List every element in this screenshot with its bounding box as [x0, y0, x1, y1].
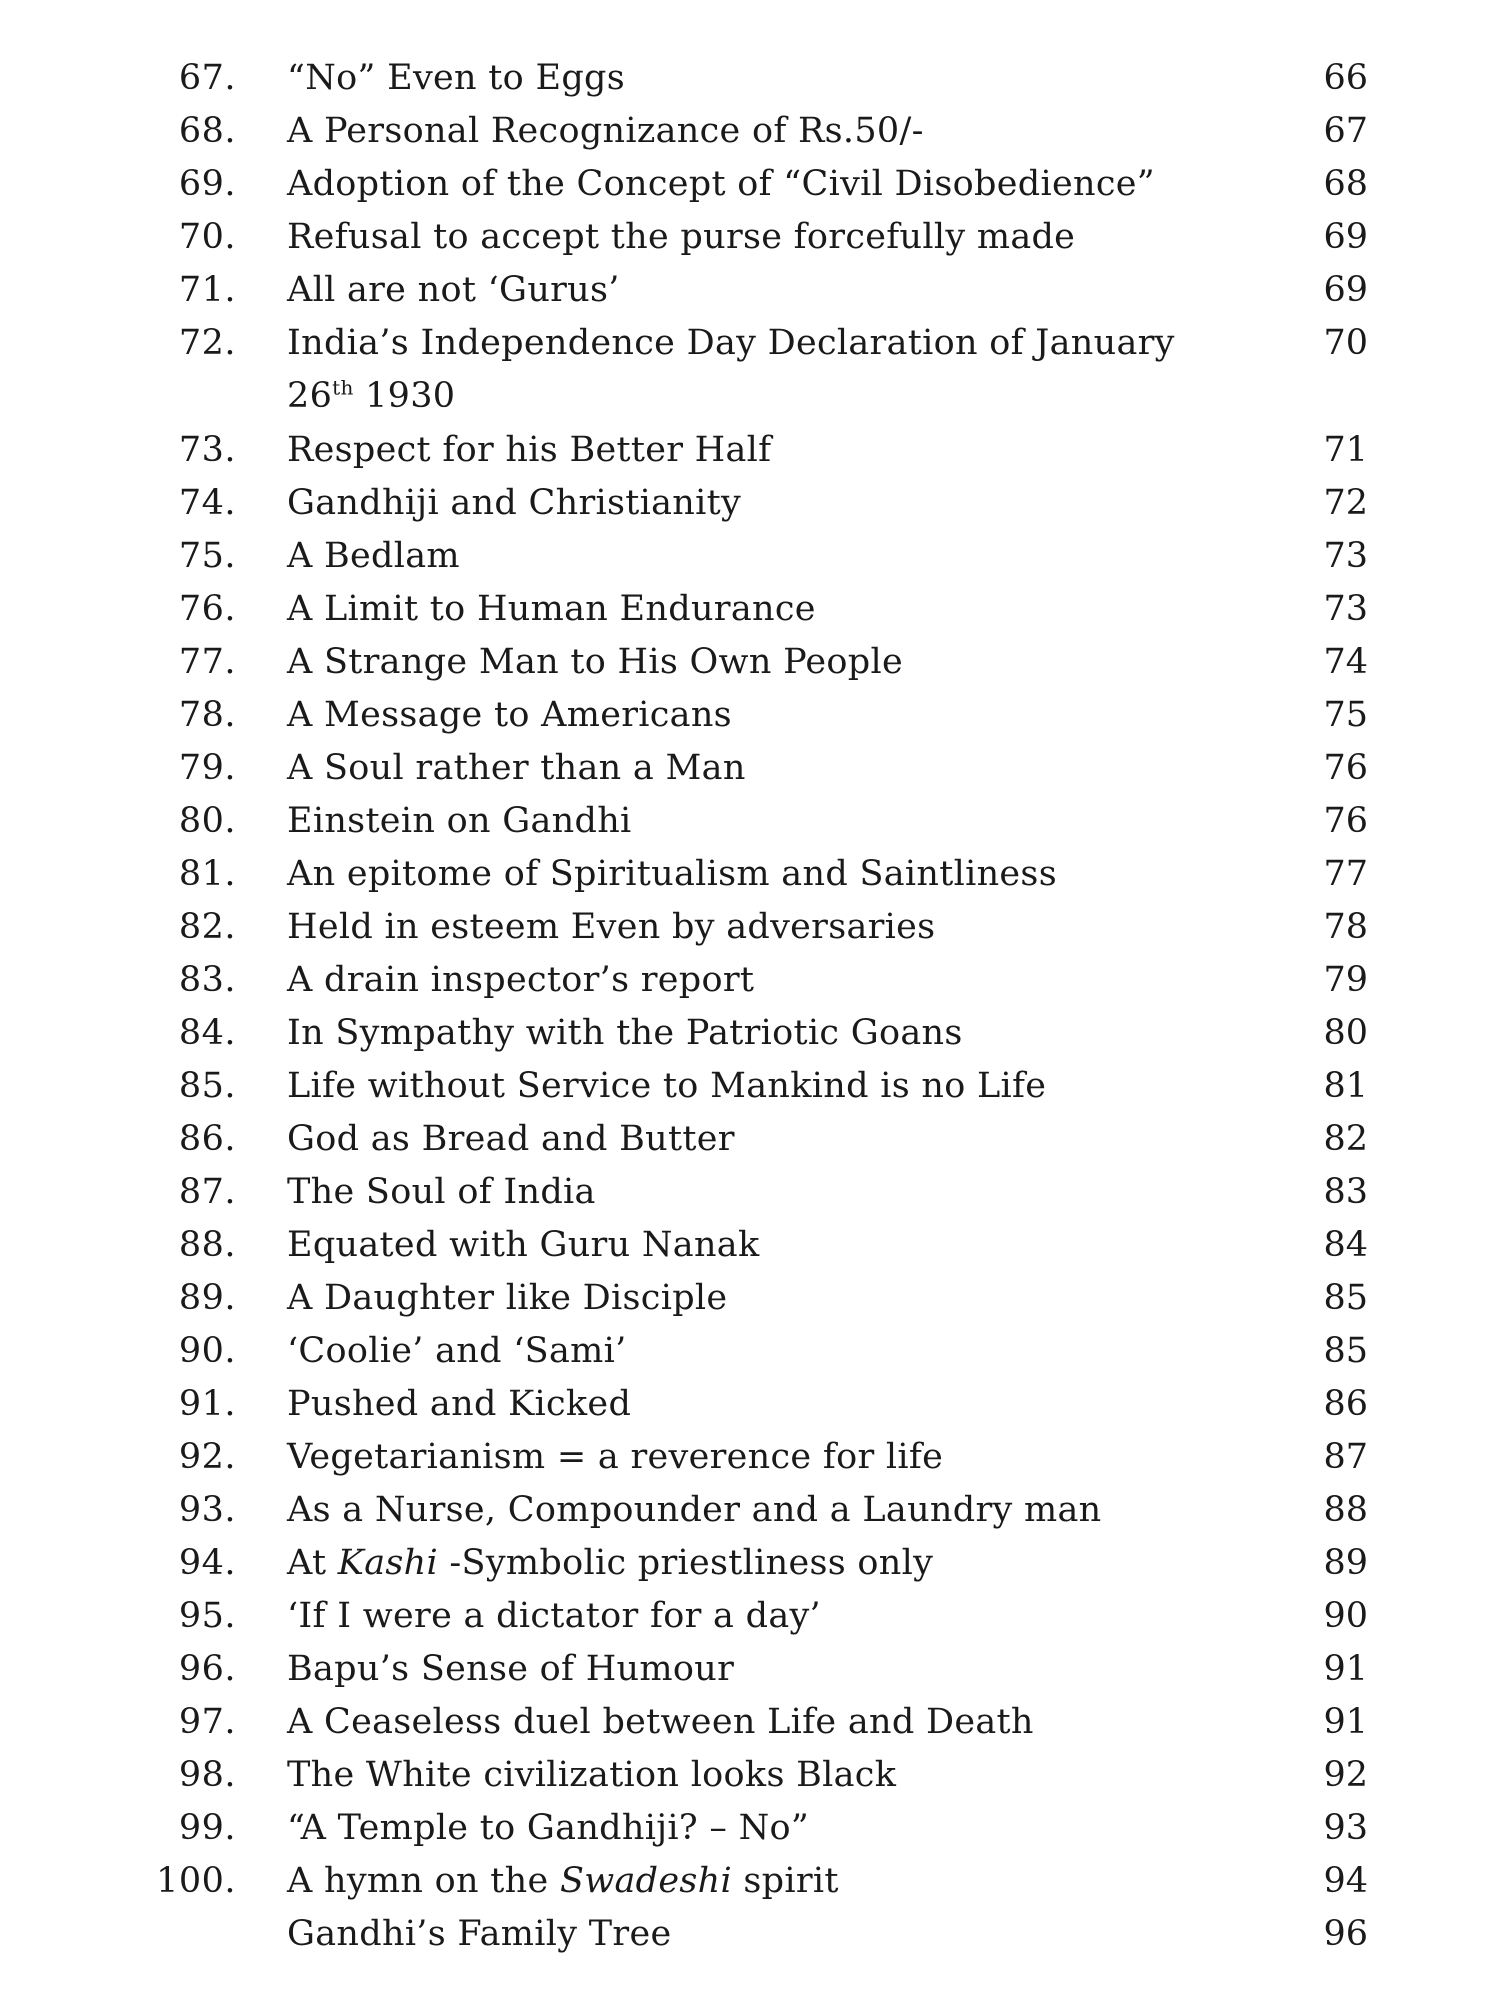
entry-title-italic: Swadeshi [559, 1861, 732, 1901]
toc-entry-82 [0, 901, 1500, 954]
entry-number: 84. [178, 1013, 236, 1053]
toc-entry-79 [0, 742, 1500, 795]
toc-entry-78 [0, 689, 1500, 742]
toc-entry-71 [0, 264, 1500, 317]
toc-entry-98 [0, 1749, 1500, 1802]
toc-entry-69 [0, 158, 1500, 211]
toc-entry-94 [0, 1537, 1500, 1590]
toc-entry-86 [0, 1113, 1500, 1166]
toc-entry-91 [0, 1378, 1500, 1431]
toc-entry-75 [0, 530, 1500, 583]
toc-entry-85 [0, 1060, 1500, 1113]
entry-title: An epitome of Spiritualism and Saintliness [287, 854, 1057, 894]
entry-title: A Daughter like Disciple [287, 1278, 728, 1318]
entry-page: 81 [1323, 1066, 1368, 1106]
toc-entry-81 [0, 848, 1500, 901]
entry-number: 68. [178, 111, 236, 151]
toc-entry-family-tree [0, 1908, 1500, 1961]
entry-number: 83. [178, 960, 236, 1000]
entry-title: Gandhiji and Christianity [287, 483, 742, 523]
entry-title: Adoption of the Concept of “Civil Disobedience” [287, 164, 1155, 204]
toc-entry-72 [0, 317, 1500, 423]
entry-page: 78 [1323, 907, 1368, 947]
entry-title: Life without Service to Mankind is no Life [287, 1066, 1047, 1106]
entry-page: 96 [1323, 1914, 1368, 1954]
entry-page: 66 [1323, 58, 1368, 98]
entry-title: God as Bread and Butter [287, 1119, 735, 1159]
entry-title-line2-year: 1930 [353, 376, 456, 416]
entry-number: 85. [178, 1066, 236, 1106]
entry-number: 96. [178, 1649, 236, 1689]
entry-number: 69. [178, 164, 236, 204]
entry-page: 73 [1323, 536, 1368, 576]
entry-page: 87 [1323, 1437, 1368, 1477]
entry-title [287, 1537, 1247, 1590]
entry-title: Gandhi’s Family Tree [287, 1914, 672, 1954]
entry-title: A Limit to Human Endurance [287, 589, 816, 629]
entry-number: 100. [156, 1861, 236, 1901]
entry-page: 77 [1323, 854, 1368, 894]
entry-title: ‘If I were a dictator for a day’ [287, 1596, 821, 1636]
entry-title-post: -Symbolic priestliness only [437, 1543, 934, 1583]
entry-page: 71 [1323, 430, 1368, 470]
entry-number: 79. [178, 748, 236, 788]
toc-entry-88 [0, 1219, 1500, 1272]
entry-title: As a Nurse, Compounder and a Laundry man [287, 1490, 1102, 1530]
entry-number: 93. [178, 1490, 236, 1530]
toc-entry-95 [0, 1590, 1500, 1643]
entry-title: A Message to Americans [287, 695, 732, 735]
entry-page: 80 [1323, 1013, 1368, 1053]
entry-title [287, 317, 1287, 423]
entry-page: 68 [1323, 164, 1368, 204]
entry-page: 83 [1323, 1172, 1368, 1212]
toc-entry-96 [0, 1643, 1500, 1696]
entry-title: Pushed and Kicked [287, 1384, 632, 1424]
toc-entry-73 [0, 424, 1500, 477]
entry-page: 67 [1323, 111, 1368, 151]
entry-number: 73. [178, 430, 236, 470]
toc-entry-90 [0, 1325, 1500, 1378]
toc-entry-93 [0, 1484, 1500, 1537]
entry-page: 91 [1323, 1649, 1368, 1689]
toc-entry-80 [0, 795, 1500, 848]
entry-number: 90. [178, 1331, 236, 1371]
entry-title-line2-day: 26 [287, 376, 333, 416]
entry-title: Held in esteem Even by adversaries [287, 907, 936, 947]
entry-page: 89 [1323, 1543, 1368, 1583]
entry-title: Equated with Guru Nanak [287, 1225, 760, 1265]
toc-entry-84 [0, 1007, 1500, 1060]
entry-title: A Soul rather than a Man [287, 748, 746, 788]
entry-title: A Bedlam [287, 536, 460, 576]
entry-number: 82. [178, 907, 236, 947]
toc-entry-74 [0, 477, 1500, 530]
entry-number: 74. [178, 483, 236, 523]
entry-number: 72. [178, 323, 236, 363]
entry-title: A Personal Recognizance of Rs.50/- [287, 111, 924, 151]
entry-page: 86 [1323, 1384, 1368, 1424]
entry-number: 86. [178, 1119, 236, 1159]
entry-page: 69 [1323, 270, 1368, 310]
entry-number: 95. [178, 1596, 236, 1636]
entry-number: 78. [178, 695, 236, 735]
entry-page: 91 [1323, 1702, 1368, 1742]
entry-number: 87. [178, 1172, 236, 1212]
entry-number: 81. [178, 854, 236, 894]
entry-page: 85 [1323, 1278, 1368, 1318]
entry-number: 98. [178, 1755, 236, 1795]
entry-page: 82 [1323, 1119, 1368, 1159]
entry-number: 97. [178, 1702, 236, 1742]
entry-title-line1: India’s Independence Day Declaration of January [287, 323, 1175, 363]
entry-page: 76 [1323, 748, 1368, 788]
entry-page: 88 [1323, 1490, 1368, 1530]
entry-page: 73 [1323, 589, 1368, 629]
entry-page: 72 [1323, 483, 1368, 523]
entry-number: 75. [178, 536, 236, 576]
entry-title: Einstein on Gandhi [287, 801, 632, 841]
entry-page: 94 [1323, 1861, 1368, 1901]
toc-entry-89 [0, 1272, 1500, 1325]
entry-title: Refusal to accept the purse forcefully made [287, 217, 1076, 257]
toc-entry-76 [0, 583, 1500, 636]
entry-page: 93 [1323, 1808, 1368, 1848]
toc-entry-68 [0, 105, 1500, 158]
entry-title-italic: Kashi [337, 1543, 438, 1583]
entry-title: In Sympathy with the Patriotic Goans [287, 1013, 963, 1053]
entry-page: 85 [1323, 1331, 1368, 1371]
entry-title: Bapu’s Sense of Humour [287, 1649, 735, 1689]
toc-entry-99 [0, 1802, 1500, 1855]
entry-page: 92 [1323, 1755, 1368, 1795]
entry-title-pre: At [287, 1543, 338, 1583]
toc-entry-70 [0, 211, 1500, 264]
entry-page: 84 [1323, 1225, 1368, 1265]
entry-number: 71. [178, 270, 236, 310]
entry-page: 79 [1323, 960, 1368, 1000]
entry-number: 77. [178, 642, 236, 682]
entry-page: 76 [1323, 801, 1368, 841]
entry-title: All are not ‘Gurus’ [287, 270, 620, 310]
toc-entry-83 [0, 954, 1500, 1007]
entry-title: A Ceaseless duel between Life and Death [287, 1702, 1034, 1742]
entry-title: A drain inspector’s report [287, 960, 755, 1000]
entry-title: “A Temple to Gandhiji? – No” [287, 1808, 810, 1848]
entry-number: 67. [178, 58, 236, 98]
toc-entry-100 [0, 1855, 1500, 1908]
entry-number: 70. [178, 217, 236, 257]
entry-page: 74 [1323, 642, 1368, 682]
entry-page: 75 [1323, 695, 1368, 735]
entry-number: 88. [178, 1225, 236, 1265]
toc-entry-87 [0, 1166, 1500, 1219]
entry-number: 89. [178, 1278, 236, 1318]
entry-number: 76. [178, 589, 236, 629]
entry-title: A Strange Man to His Own People [287, 642, 903, 682]
entry-page: 90 [1323, 1596, 1368, 1636]
entry-number: 92. [178, 1437, 236, 1477]
entry-title-pre: A hymn on the [287, 1861, 560, 1901]
toc-entry-97 [0, 1696, 1500, 1749]
entry-title: The Soul of India [287, 1172, 596, 1212]
toc-entry-77 [0, 636, 1500, 689]
entry-number: 80. [178, 801, 236, 841]
entry-title: Respect for his Better Half [287, 430, 772, 470]
entry-title: The White civilization looks Black [287, 1755, 897, 1795]
entry-number: 94. [178, 1543, 236, 1583]
entry-title [287, 1855, 1247, 1908]
toc-entry-92 [0, 1431, 1500, 1484]
entry-title: Vegetarianism = a reverence for life [287, 1437, 944, 1477]
entry-title: ‘Coolie’ and ‘Sami’ [287, 1331, 627, 1371]
entry-title-post: spirit [732, 1861, 839, 1901]
entry-page: 70 [1323, 323, 1368, 363]
entry-number: 99. [178, 1808, 236, 1848]
entry-page: 69 [1323, 217, 1368, 257]
entry-title-line2-sup: th [332, 375, 354, 400]
toc-entry-67 [0, 52, 1500, 105]
entry-number: 91. [178, 1384, 236, 1424]
entry-title: “No” Even to Eggs [287, 58, 625, 98]
